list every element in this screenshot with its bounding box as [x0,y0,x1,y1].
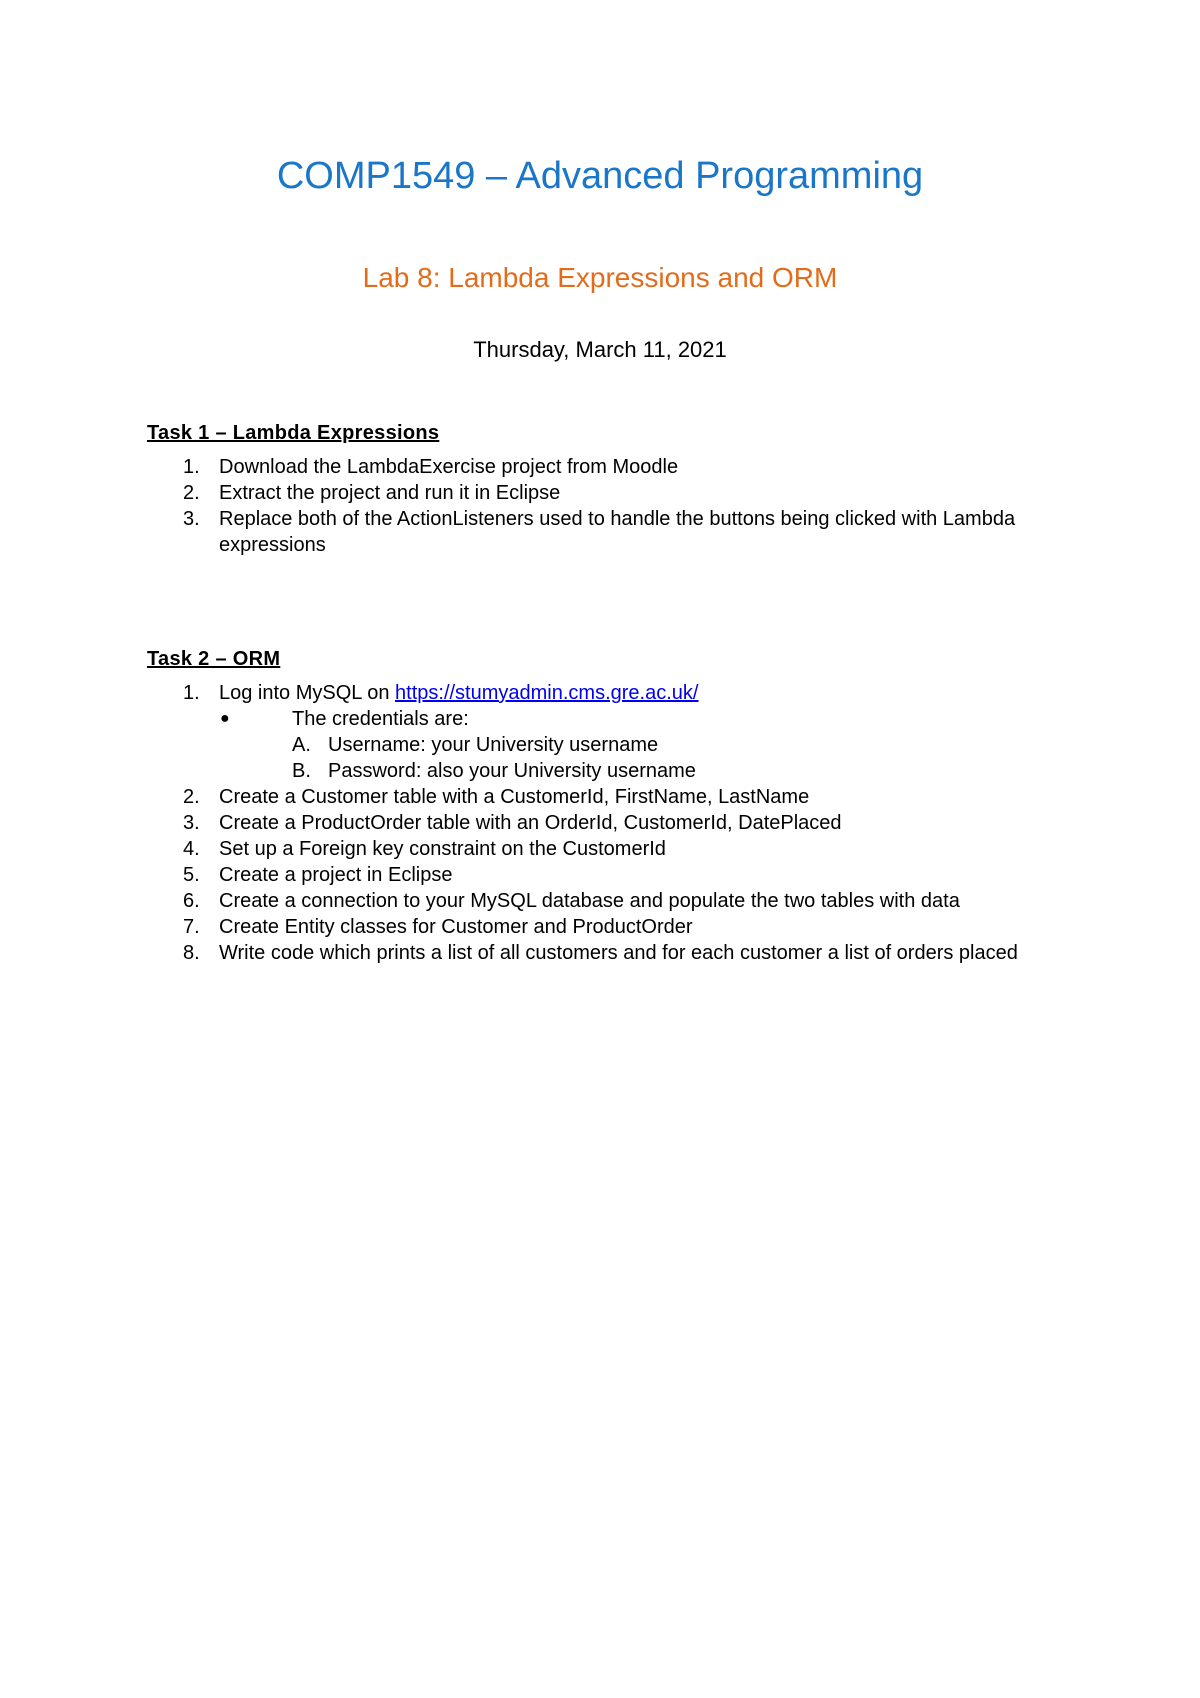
item-number: 7. [183,916,200,938]
item-text: Set up a Foreign key constraint on the CustomerId [219,838,666,860]
item-text: Create a project in Eclipse [219,864,453,886]
bullet-icon: ● [220,710,230,727]
item-text: Create a ProductOrder table with an OrderId, CustomerId, DatePlaced [219,812,842,834]
document-subtitle: Lab 8: Lambda Expressions and ORM [362,262,838,293]
list-item [147,862,1077,888]
sub-item-text: Username: your University username [328,734,659,756]
item-number: 1. [183,456,200,478]
mysql-link[interactable]: https://stumyadmin.cms.gre.ac.uk/ [395,682,699,704]
task1-list [147,454,1077,558]
list-item [147,680,1077,706]
task2-heading: Task 2 – ORM [147,648,281,670]
item-text: Download the LambdaExercise project from Moodle [219,456,679,478]
sub-item-letter: A. [292,734,311,756]
document-date: Thursday, March 11, 2021 [473,337,727,362]
item-number: 5. [183,864,200,886]
task2-list [147,680,1077,966]
list-item [147,940,1077,966]
sub-item-text: Password: also your University username [328,760,696,782]
document-title: COMP1549 – Advanced Programming [276,155,924,197]
list-item [147,454,1077,480]
item-number: 6. [183,890,200,912]
list-item [147,506,1077,558]
sub-item [147,732,1077,758]
item-number: 4. [183,838,200,860]
item-text: Create a Customer table with a CustomerId, FirstName, LastName [219,786,810,808]
item-text: Write code which prints a list of all customers and for each customer a list of orders placed [219,942,1018,964]
item-number: 8. [183,942,200,964]
item-number: 3. [183,508,200,530]
item-number: 2. [183,482,200,504]
item-number: 3. [183,812,200,834]
item-text: Create Entity classes for Customer and ProductOrder [219,916,693,938]
task1-heading: Task 1 – Lambda Expressions [147,422,440,444]
item-text: Extract the project and run it in Eclipse [219,482,561,504]
list-item [147,836,1077,862]
list-item [147,914,1077,940]
sub-item-letter: B. [292,760,311,782]
sub-item [147,758,1077,784]
list-item [147,810,1077,836]
bullet-row [147,706,1077,732]
task2-section [147,646,1077,966]
task1-section [147,420,1077,558]
item-text: Create a connection to your MySQL database and populate the two tables with data [219,890,960,912]
item-number: 1. [183,682,200,704]
item-text: Replace both of the ActionListeners used to handle the buttons being clicked with Lambda expressions [219,508,1016,556]
list-item [147,480,1077,506]
credentials-block [147,706,1077,784]
bullet-text: The credentials are: [292,708,469,730]
list-item [147,784,1077,810]
list-item [147,888,1077,914]
item-number: 2. [183,786,200,808]
item-text: Log into MySQL on [219,682,396,704]
